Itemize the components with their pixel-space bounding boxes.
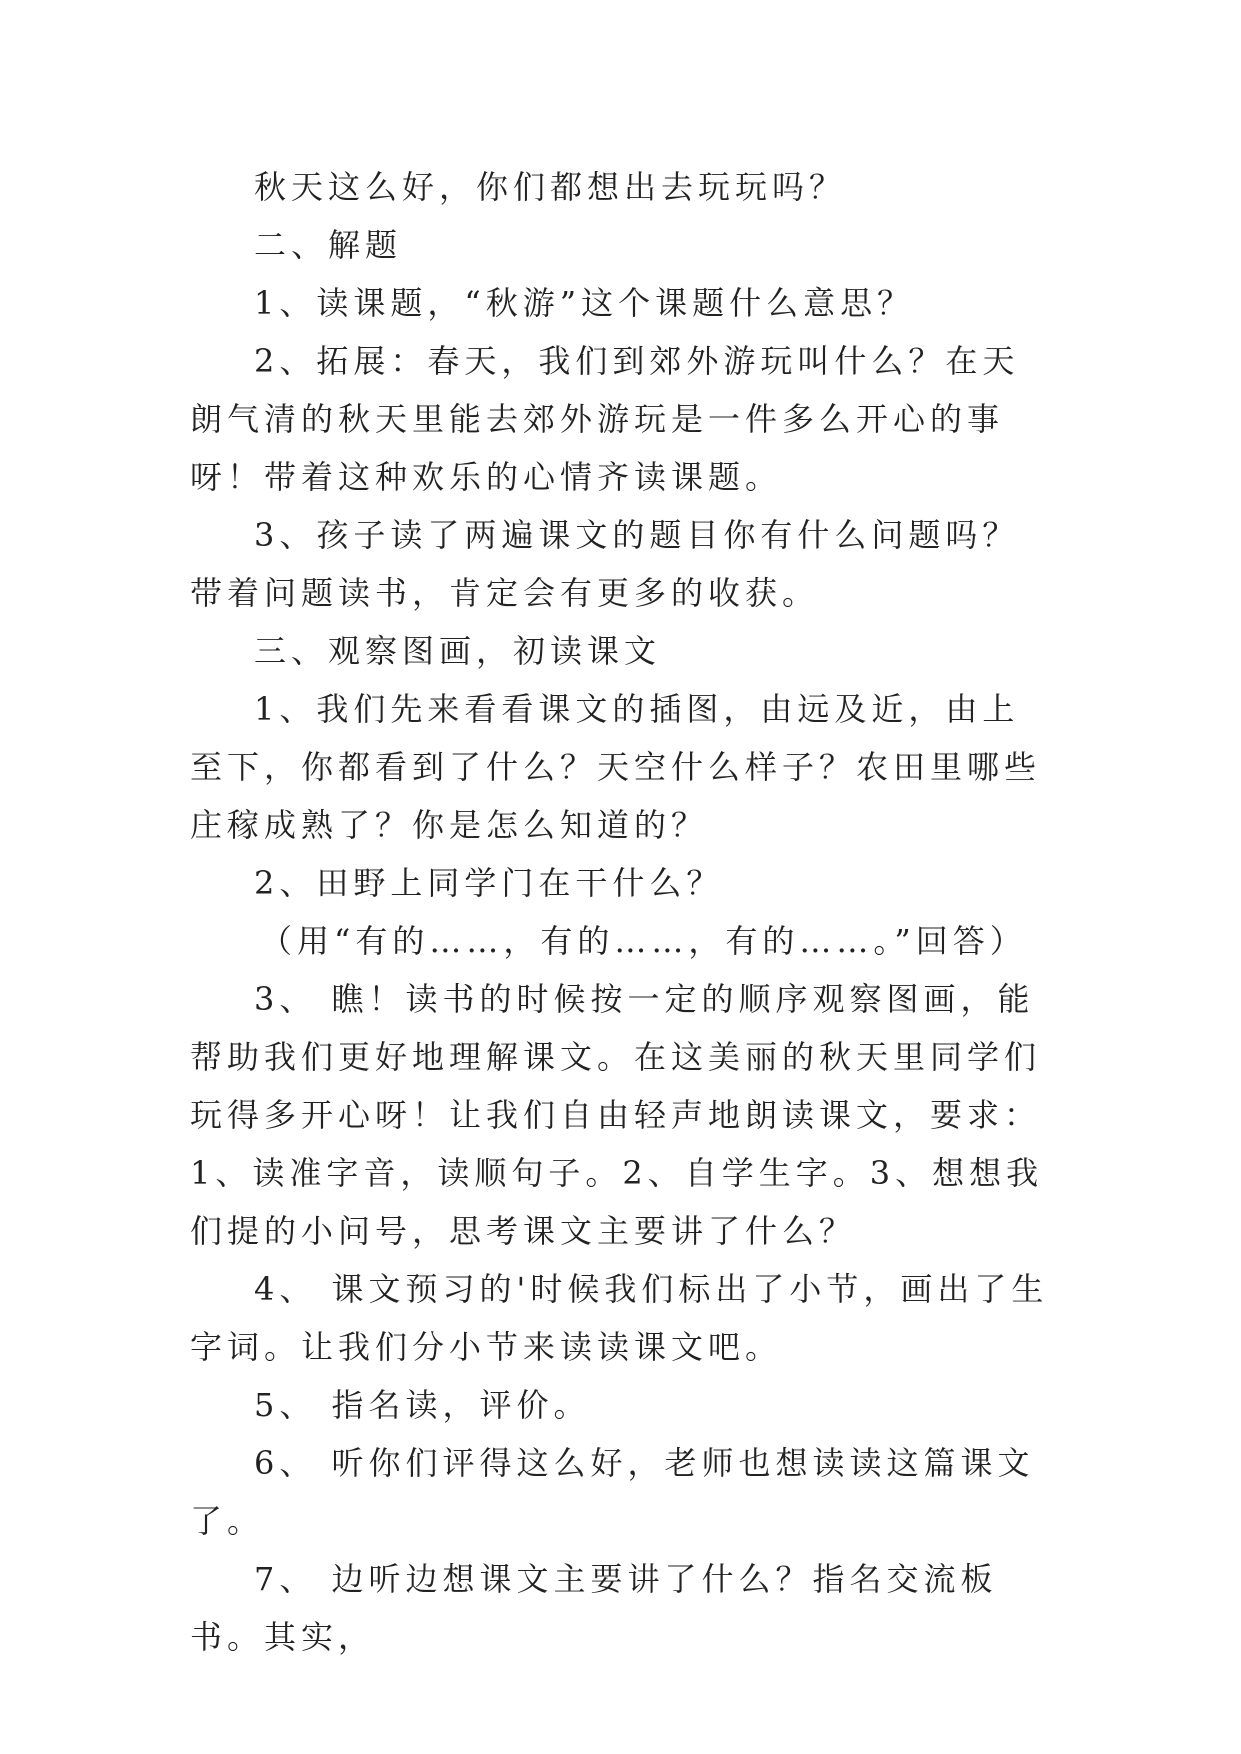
paragraph: 秋天这么好，你们都想出去玩玩吗？	[254, 168, 847, 206]
paragraph: 1、读课题，“秋游”这个课题什么意思？	[254, 284, 915, 322]
section-heading: 三、观察图画，初读课文	[254, 632, 662, 670]
document-body	[190, 158, 1050, 1666]
paragraph: 6、 听你们评得这么好，老师也想读读这篇课文了。	[190, 1444, 1035, 1540]
paragraph: （用“有的……，有的……，有的……。”回答）	[260, 922, 1027, 960]
paragraph: 2、拓展：春天，我们到郊外游玩叫什么？在天朗气清的秋天里能去郊外游玩是一件多么开心的事呀！带着这种欢乐的心情齐读课题。	[190, 342, 1020, 496]
paragraph: 3、 瞧！读书的时候按一定的顺序观察图画，能帮助我们更好地理解课文。在这美丽的秋天里同学们玩得多开心呀！让我们自由轻声地朗读课文，要求：1、读准字音，读顺句子。2、自学生字。3、想想我们提的小问号，思考课文主要讲了什么？	[190, 980, 1044, 1250]
paragraph: 4、 课文预习的'时候我们标出了小节，画出了生字词。让我们分小节来读读课文吧。	[190, 1270, 1049, 1366]
section-heading: 二、解题	[254, 226, 403, 264]
paragraph: 5、 指名读，评价。	[254, 1386, 591, 1424]
paragraph: 2、田野上同学门在干什么？	[254, 864, 724, 902]
paragraph: 7、 边听边想课文主要讲了什么？指名交流板书。其实，	[190, 1560, 998, 1656]
paragraph: 3、孩子读了两遍课文的题目你有什么问题吗？带着问题读书，肯定会有更多的收获。	[190, 516, 1020, 612]
paragraph: 1、我们先来看看课文的插图，由远及近，由上至下，你都看到了什么？天空什么样子？农田里哪些庄稼成熟了？你是怎么知道的？	[190, 690, 1042, 844]
